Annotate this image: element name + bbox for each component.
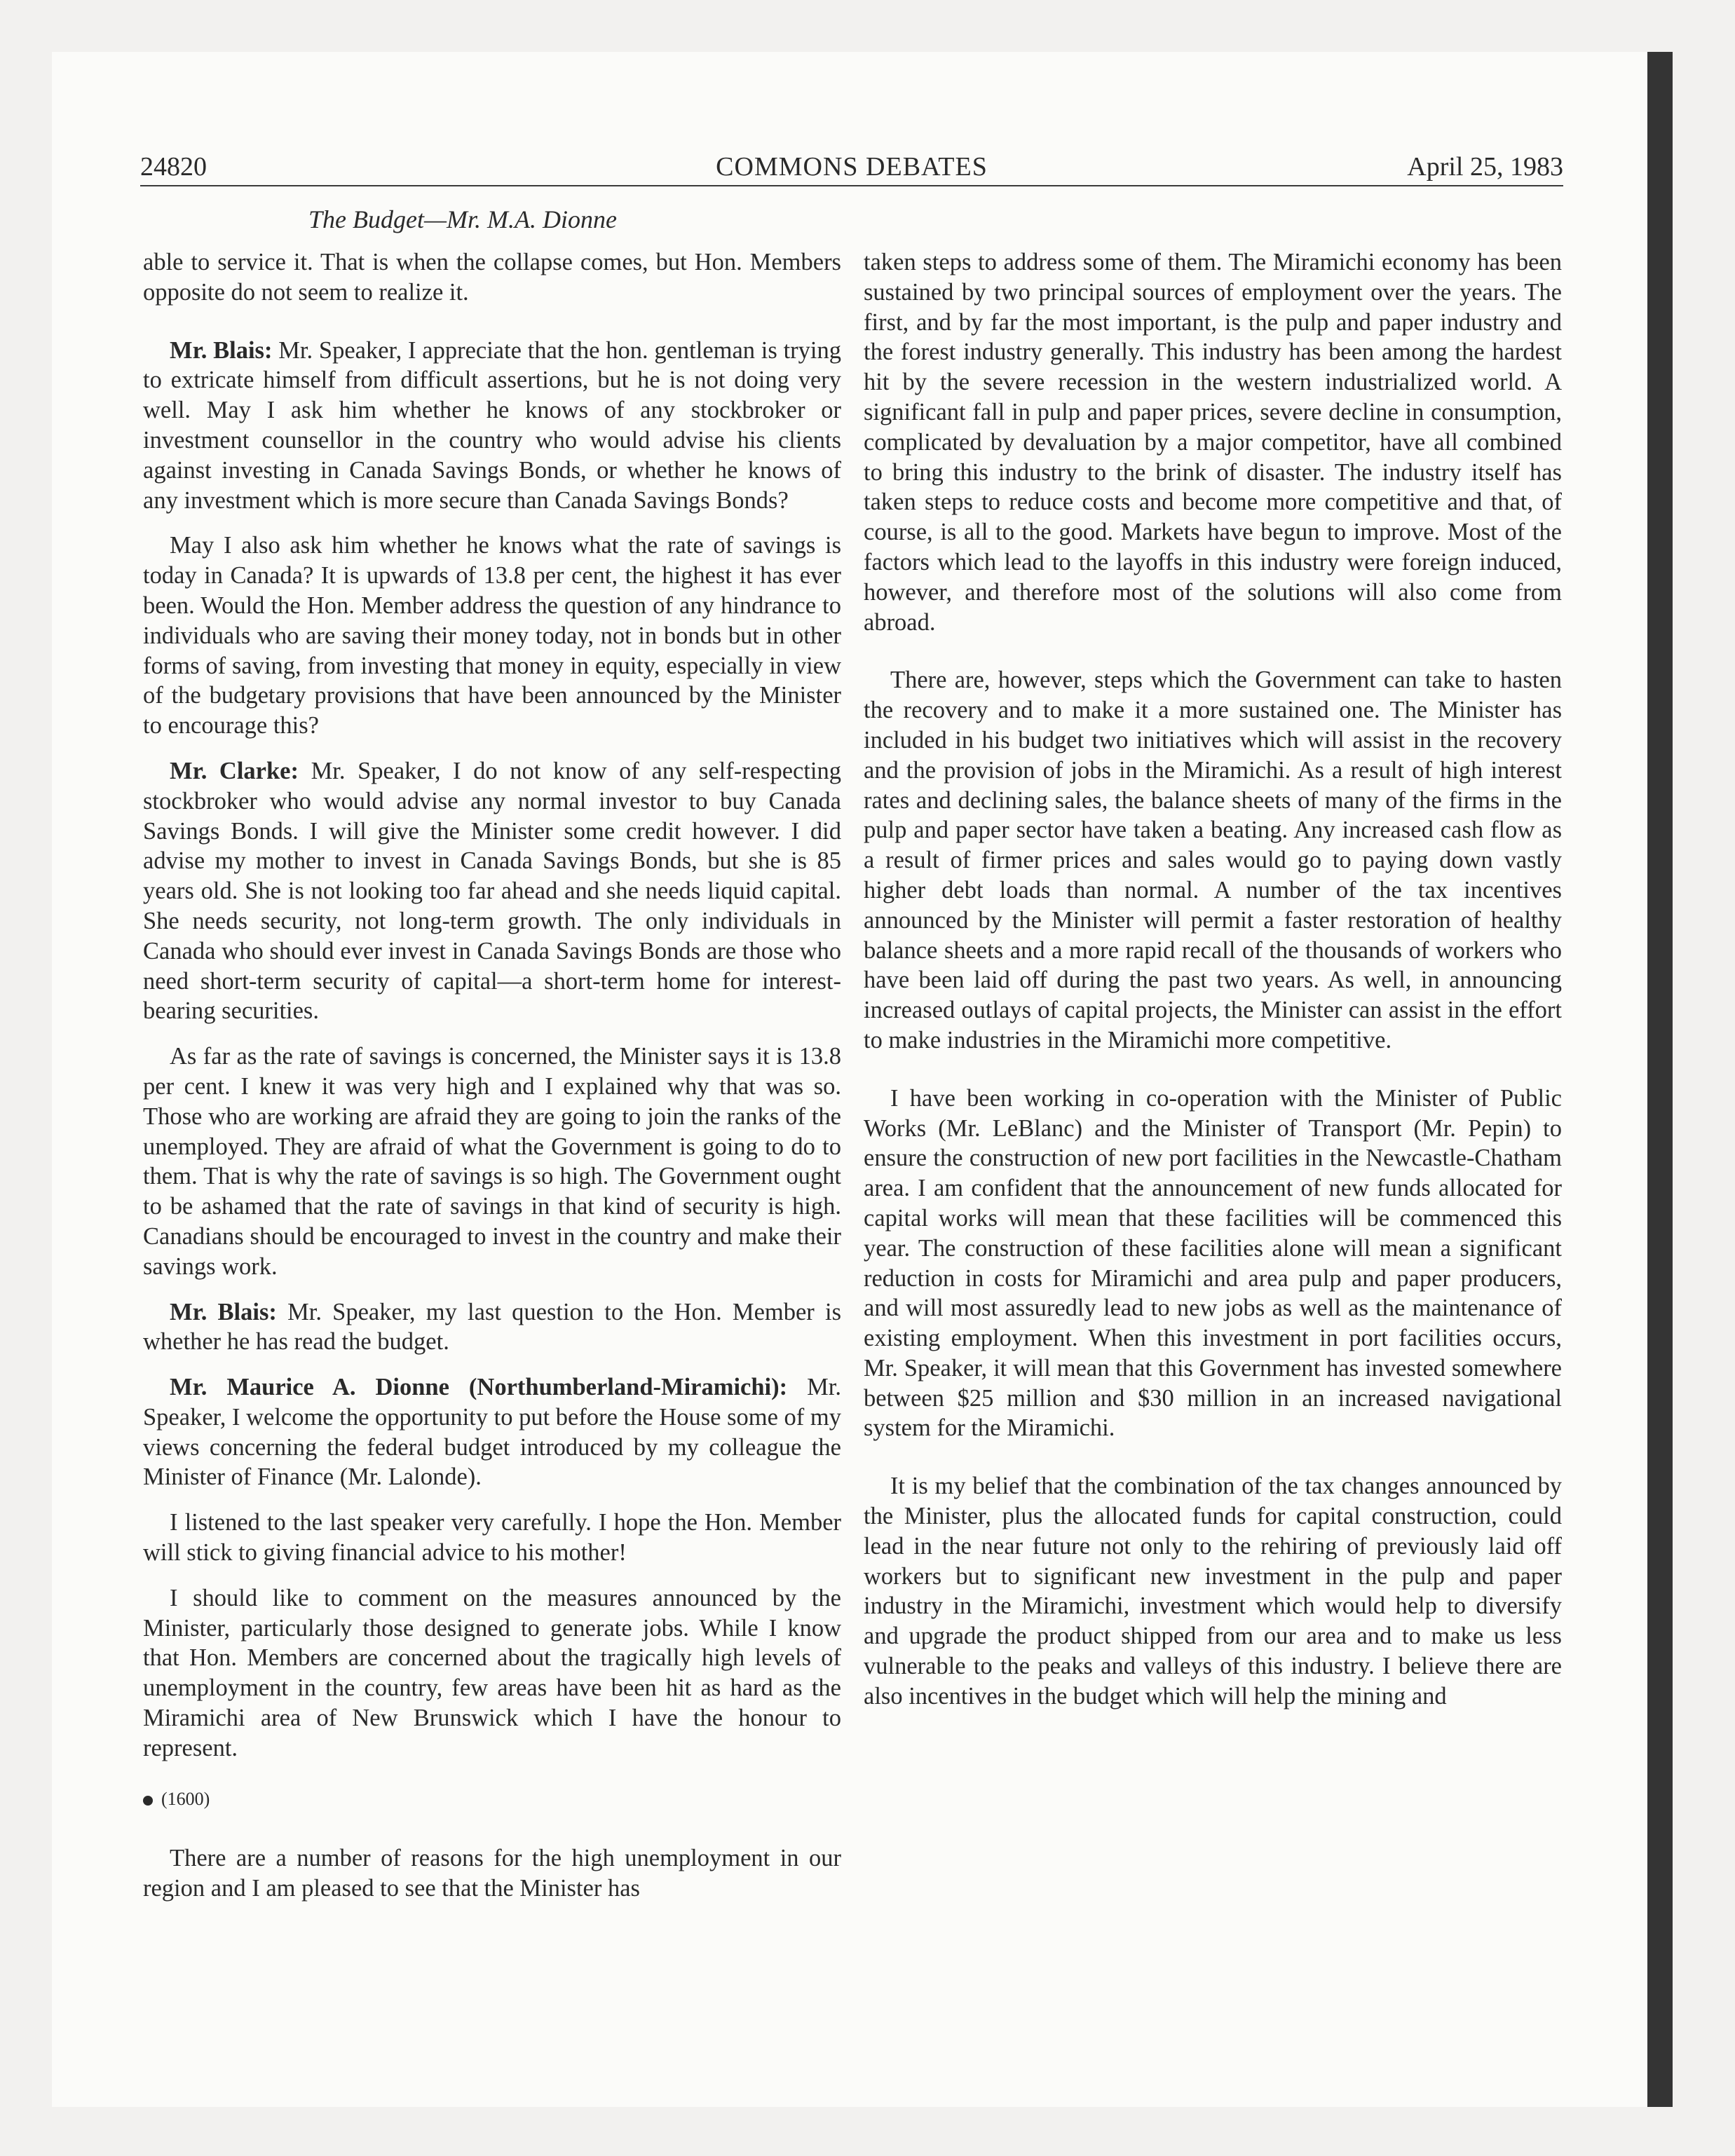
speech-text: Mr. Speaker, I appreciate that the hon. gentleman is trying to extricate himself from difficult assertions, but he is not doing very well. May I ask him whether he knows of any stockbroker or investment counsellor in the country who would advise his clients against investing in Canada Savings Bonds, or whether he knows of any investment which is more secure than Canada Savings Bonds? [143,336,841,514]
speaker-name: Mr. Blais: [170,336,273,364]
paragraph [143,1372,841,1492]
header-rule [140,185,1563,186]
paragraph [143,756,841,1026]
header-date: April 25, 1983 [1407,152,1563,182]
paragraph: taken steps to address some of them. The Miramichi economy has been sustained by two principal sources of employment over the years. The first, and by far the most important, is the pulp and paper industry and the forest industry generally. This industry has been among the hardest hit by the severe recession in the western industrialized world. A significant fall in pulp and paper prices, severe decline in consumption, complicated by devaluation by a major competitor, have all combined to bring this industry to the brink of disaster. The industry itself has taken steps to reduce costs and become more competitive and that, of course, is all to the good. Markets have begun to improve. Most of the factors which lead to the layoffs in this industry were foreign induced, however, and therefore most of the solutions will also come from abroad. [864,249,1562,636]
speaker-name: Mr. Clarke: [170,757,299,784]
speech-text: Mr. Speaker, I do not know of any self-respecting stockbroker who would advise any normal investor to buy Canada Savings Bonds. I will give the Minister some credit however. I did advise my mother to invest in Canada Savings Bonds, but she is 85 years old. She is not looking too far ahead and she needs liquid capital. She needs security, not long-term growth. The only individuals in Canada who should ever invest in Canada Savings Bonds are those who need short-term security of capital—a short-term home for interest-bearing securities. [143,757,842,1025]
paragraph: There are, however, steps which the Government can take to hasten the recovery and to make it a more sustained one. The Minister has included in his budget two initiatives which will assist in the recovery and the provision of jobs in the Miramichi. As a result of high interest rates and declining sales, the balance sheets of many of the firms in the pulp and paper sector have taken a beating. Any increased cash flow as a result of firmer prices and sales would go to paying down vastly higher debt loads than normal. A number of the tax incentives announced by the Minister will permit a faster restoration of healthy balance sheets and a more rapid recall of the thousands of workers who have been laid off during the past two years. As well, in announcing increased outlays of capital projects, the Minister can assist in the effort to make industries in the Miramichi more competitive. [864,667,1562,1053]
paragraph: There are a number of reasons for the high unemployment in our region and I am pleased to see that the Minister has [143,1845,841,1902]
paragraph [143,336,841,516]
bullet-icon [143,1796,153,1806]
paragraph: As far as the rate of savings is concerned, the Minister says it is 13.8 per cent. I knew it was very high and I explained why that was so. Those who are working are afraid they are going to join the ranks of the unemployed. They are afraid of what the Government is going to do to them. That is why the rate of savings is so high. The Government ought to be ashamed that the rate of savings in that kind of security is high. Canadians should be encouraged to invest in the country and make their savings work. [143,1043,841,1280]
time-marker [143,1785,841,1815]
publication-title: COMMONS DEBATES [716,152,988,182]
left-column [143,247,841,1904]
paragraph: able to service it. That is when the collapse comes, but Hon. Members opposite do not seem to realize it. [143,249,841,306]
right-column [864,247,1562,1712]
page-number: 24820 [140,152,207,182]
running-subhead: The Budget—Mr. M.A. Dionne [308,205,617,233]
paragraph: May I also ask him whether he knows what the rate of savings is today in Canada? It is upwards of 13.8 per cent, the highest it has ever been. Would the Hon. Member address the question of any hindrance to individuals who are saving their money today, not in bonds but in other forms of saving, from investing that money in equity, especially in view of the budgetary provisions that have been announced by the Minister to encourage this? [143,532,841,739]
speaker-name: Mr. Blais: [170,1298,277,1325]
paragraph: I have been working in co-operation with the Minister of Public Works (Mr. LeBlanc) and the Minister of Transport (Mr. Pepin) to ensure the construction of new port facilities in the Newcastle-Chatham area. I am confident that the announcement of new funds allocated for capital works will mean that these facilities will be commenced this year. The construction of these facilities alone will mean a significant reduction in costs for Miramichi and area pulp and paper producers, and will most assuredly lead to new jobs as well as the maintenance of existing employment. When this investment in port facilities occurs, Mr. Speaker, it will mean that this Government has invested somewhere between $25 million and $30 million in an increased navigational system for the Miramichi. [864,1084,1562,1442]
speech-text: Mr. Speaker, my last question to the Hon. Member is whether he has read the budget. [143,1298,841,1356]
speech-text: Mr. Speaker, I welcome the opportunity to put before the House some of my views concerning the federal budget introduced by my colleague the Minister of Finance (Mr. Lalonde). [143,1374,841,1491]
page-header [140,151,1563,186]
paragraph [143,1297,841,1358]
scan-edge-bar [1647,52,1673,2107]
time-marker-text: (1600) [161,1788,210,1809]
speaker-name: Mr. Maurice A. Dionne (Northumberland-Miramichi): [170,1374,788,1401]
paragraph: I listened to the last speaker very carefully. I hope the Hon. Member will stick to giving financial advice to his mother! [143,1509,841,1567]
paragraph: It is my belief that the combination of the tax changes announced by the Minister, plus the allocated funds for capital construction, could lead in the near future not only to the rehiring of previously laid off workers but to significant new investment in the pulp and paper industry in the Miramichi, investment which would help to diversify and upgrade the product shipped from our area and to make us less vulnerable to the peaks and valleys of this industry. I believe there are also incentives in the budget which will help the mining and [864,1473,1562,1710]
paragraph: I should like to comment on the measures announced by the Minister, particularly those designed to generate jobs. While I know that Hon. Members are concerned about the tragically high levels of unemployment in the country, few areas have been hit as hard as the Miramichi area of New Brunswick which I have the honour to represent. [143,1584,841,1761]
